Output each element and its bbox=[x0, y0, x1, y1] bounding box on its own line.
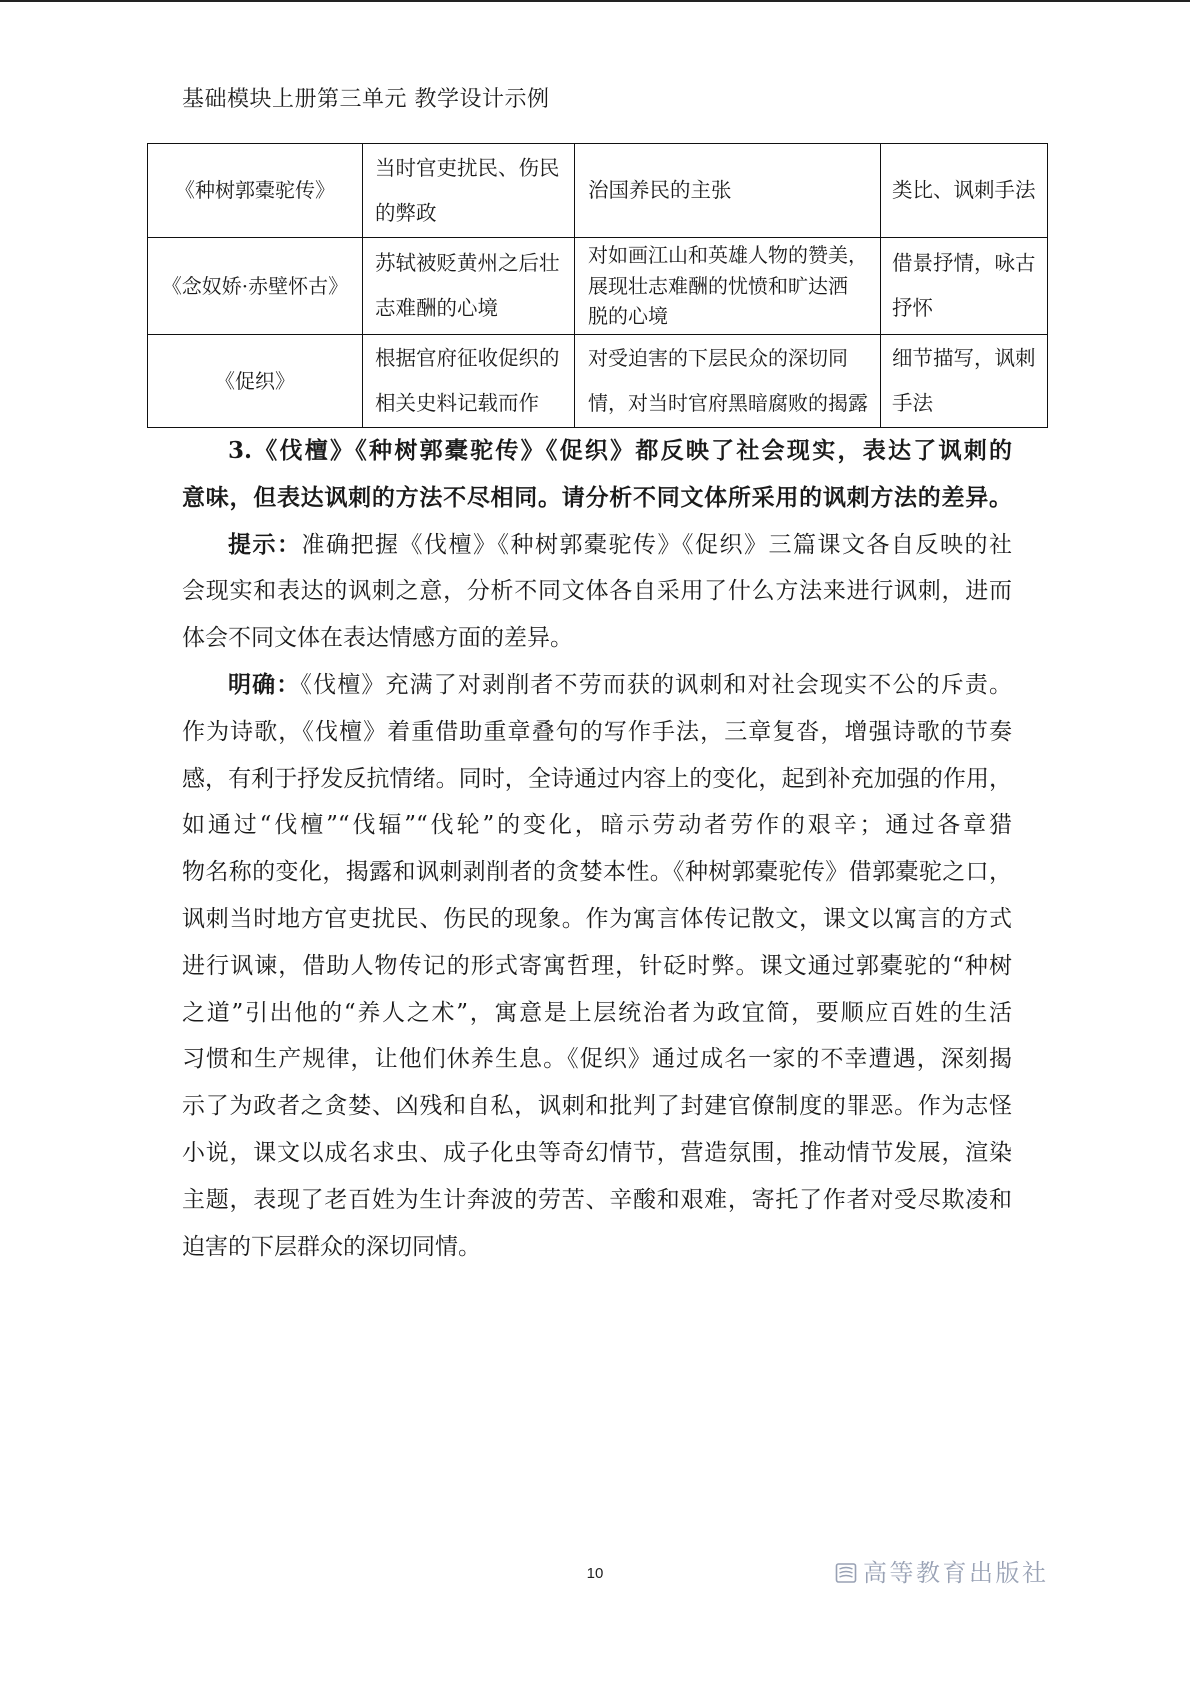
hint-text: 准确把握《伐檀》《种树郭橐驼传》《促织》三篇课文各自反映的社 bbox=[301, 531, 1012, 558]
answer-label: 明确： bbox=[228, 670, 301, 698]
table-cell-technique bbox=[881, 335, 1048, 428]
cell-line: 根据官府征收促织的 bbox=[375, 346, 560, 370]
answer-line: 示了为政者之贪婪、凶残和自私，讽刺和批判了封建官僚制度的罪恶。作为志怪 bbox=[182, 1093, 1012, 1120]
cell-line: 脱的心境 bbox=[588, 304, 668, 329]
cell-line: 对受迫害的下层民众的深切同 bbox=[588, 346, 848, 370]
answer-line: 主题，表现了老百姓为生计奔波的劳苦、辛酸和艰难，寄托了作者对受尽欺凌和 bbox=[182, 1186, 1012, 1213]
question-paragraph bbox=[182, 428, 1012, 522]
table-cell-emotion bbox=[575, 335, 881, 428]
table-row bbox=[148, 144, 1048, 238]
top-rule bbox=[0, 0, 1190, 2]
table-cell-technique bbox=[881, 238, 1048, 335]
table-row bbox=[148, 335, 1048, 428]
answer-line: 感，有利于抒发反抗情绪。同时，全诗通过内容上的变化，起到补充加强的作用， bbox=[182, 765, 1012, 792]
cell-line: 《促织》 bbox=[215, 368, 295, 393]
table-cell-background bbox=[363, 238, 575, 335]
question-line: 意味，但表达讽刺的方法不尽相同。请分析不同文体所采用的讽刺方法的差异。 bbox=[182, 483, 1012, 511]
table-cell-emotion bbox=[575, 144, 881, 238]
body-text bbox=[182, 428, 1012, 1270]
answer-line: 之道”引出他的“养人之术”，寓意是上层统治者为政宜简，要顺应百姓的生活 bbox=[182, 999, 1012, 1026]
cell-line: 当时官吏扰民、伤民 bbox=[375, 155, 560, 180]
cell-line: 抒怀 bbox=[892, 296, 933, 320]
table-cell-emotion bbox=[575, 238, 881, 335]
table-cell-background bbox=[363, 335, 575, 428]
table-cell-work bbox=[148, 144, 363, 238]
hint-paragraph bbox=[182, 522, 1012, 662]
answer-line: 如通过“伐檀”“伐辐”“伐轮”的变化，暗示劳动者劳作的艰辛；通过各章猎 bbox=[182, 812, 1012, 839]
answer-line: 习惯和生产规律，让他们休养生息。《促织》通过成名一家的不幸遭遇，深刻揭 bbox=[182, 1046, 1012, 1073]
cell-line: 相关史料记载而作 bbox=[375, 391, 539, 415]
hint-line: 体会不同文体在表达情感方面的差异。 bbox=[182, 625, 573, 652]
cell-line: 展现壮志难酬的忧愤和旷达洒 bbox=[588, 273, 848, 298]
table-cell-technique bbox=[881, 144, 1048, 238]
cell-line: 《念奴娇·赤壁怀古》 bbox=[161, 273, 349, 298]
page-number: 10 bbox=[586, 1565, 604, 1582]
table-cell-background bbox=[363, 144, 575, 238]
answer-line: 迫害的下层群众的深切同情。 bbox=[182, 1233, 481, 1260]
cell-line: 志难酬的心境 bbox=[375, 296, 498, 320]
table-cell-work bbox=[148, 335, 363, 428]
answer-text: 《伐檀》充满了对剥削者不劳而获的讽刺和对社会现实不公的斥责。 bbox=[300, 671, 1012, 698]
answer-line: 小说，课文以成名求虫、成子化虫等奇幻情节，营造氛围，推动情节发展，渲染 bbox=[182, 1139, 1012, 1166]
page-header-title: 基础模块上册第三单元 教学设计示例 bbox=[182, 87, 550, 112]
cell-line: 手法 bbox=[892, 391, 933, 415]
answer-line: 讽刺当时地方官吏扰民、伤民的现象。作为寓言体传记散文，课文以寓言的方式 bbox=[182, 905, 1012, 932]
cell-line: 苏轼被贬黄州之后壮 bbox=[375, 251, 560, 275]
hint-line bbox=[182, 522, 1012, 569]
answer-line bbox=[182, 662, 1012, 709]
answer-line: 物名称的变化，揭露和讽刺剥削者的贪婪本性。《种树郭橐驼传》借郭橐驼之口， bbox=[182, 859, 1012, 886]
cell-line: 情，对当时官府黑暗腐败的揭露 bbox=[588, 391, 868, 415]
cell-line: 的弊政 bbox=[375, 200, 437, 225]
cell-line: 借景抒情，咏古 bbox=[892, 251, 1036, 275]
cell-line: 类比、讽刺手法 bbox=[892, 178, 1036, 202]
publisher-emblem-icon bbox=[835, 1561, 857, 1585]
question-line: 3.《伐檀》《种树郭橐驼传》《促织》都反映了社会现实，表达了讽刺的 bbox=[228, 437, 1012, 464]
comparison-table bbox=[147, 143, 1048, 428]
publisher-logo bbox=[835, 1558, 1049, 1588]
cell-line: 治国养民的主张 bbox=[588, 178, 732, 202]
cell-line: 对如画江山和英雄人物的赞美， bbox=[588, 243, 868, 268]
cell-line: 《种树郭橐驼传》 bbox=[175, 178, 335, 202]
answer-line: 作为诗歌，《伐檀》着重借助重章叠句的写作手法，三章复沓，增强诗歌的节奏 bbox=[182, 718, 1012, 745]
answer-line: 进行讽谏，借助人物传记的形式寄寓哲理，针砭时弊。课文通过郭橐驼的“种树 bbox=[182, 952, 1012, 979]
publisher-name: 高等教育出版社 bbox=[863, 1559, 1049, 1587]
hint-line: 会现实和表达的讽刺之意，分析不同文体各自采用了什么方法来进行讽刺，进而 bbox=[182, 578, 1012, 605]
answer-paragraph bbox=[182, 662, 1012, 1270]
table-cell-work bbox=[148, 238, 363, 335]
table-row bbox=[148, 238, 1048, 335]
cell-line: 细节描写，讽刺 bbox=[892, 346, 1036, 370]
hint-label: 提示： bbox=[228, 530, 302, 558]
